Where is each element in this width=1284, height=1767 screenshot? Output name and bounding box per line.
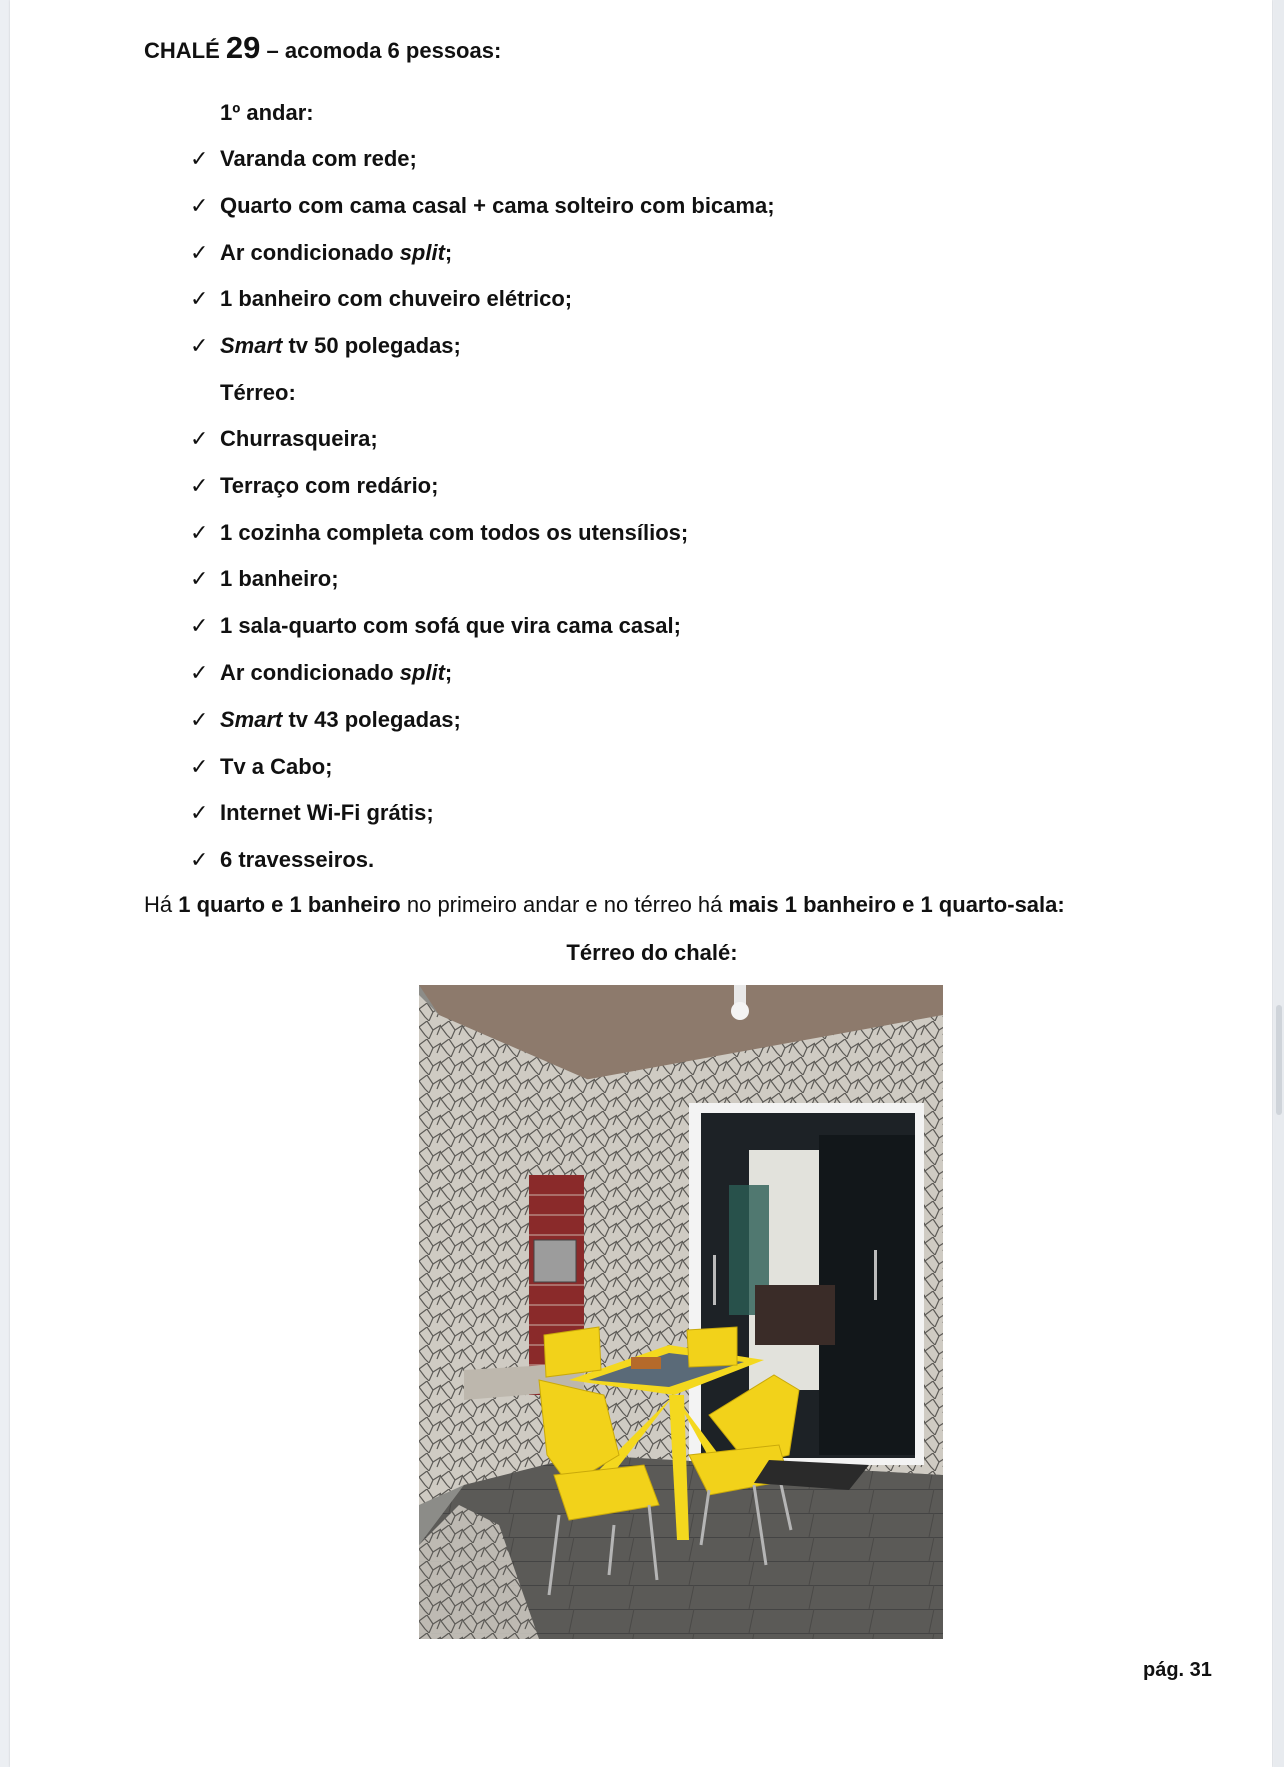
list-item-text-post: ; [444,239,453,265]
document-page [10,0,1272,1767]
list-item [190,286,572,316]
summary-paragraph [144,892,1065,918]
list-item-text-italic: split [399,660,445,685]
list-item-text [220,660,452,685]
list-item-text-post: tv 50 polegadas; [282,333,461,359]
list-item-text: 1 sala-quarto com sofá que vira cama casal; [220,613,681,639]
list-item-text-italic: Smart [220,706,283,732]
list-item-text: Varanda com rede; [220,146,417,171]
checkmark-icon: ✓ [190,520,209,546]
list-item-text-pre: Ar condicionado [220,660,400,685]
list-item [190,566,339,596]
checkmark-icon: ✓ [190,334,209,360]
list-item [190,240,452,270]
list-item [190,193,775,223]
title-prefix: CHALÉ [144,38,220,63]
list-item-text-italic: split [399,239,445,265]
list-item [190,754,332,784]
checkmark-icon: ✓ [190,848,209,874]
scrollbar-track[interactable] [1274,0,1284,1767]
summary-text-2: no primeiro andar e no térreo há [400,892,729,917]
checkmark-icon: ✓ [190,614,209,640]
checkmark-icon: ✓ [190,287,209,313]
list-item-text-post: tv 43 polegadas; [282,706,461,732]
checkmark-icon: ✓ [190,661,209,686]
summary-bold-2: mais 1 banheiro e 1 quarto-sala: [728,892,1065,917]
list-item-text: Terraço com redário; [220,472,439,498]
page-number: pág. 31 [1143,1659,1212,1681]
list-item-text: 6 travesseiros. [220,847,375,873]
list-item [190,847,374,877]
checkmark-icon: ✓ [190,801,209,827]
ground-floor-label: Térreo: [220,380,296,405]
list-item [190,613,681,643]
list-item [190,660,452,690]
list-item-text-post: ; [444,660,453,685]
list-item-text: 1 cozinha completa com todos os utensílios; [220,519,689,545]
photo-illustration [419,985,943,1639]
checkmark-icon: ✓ [190,473,209,499]
summary-text-1: Há [144,892,179,917]
list-item-text: Tv a Cabo; [220,753,333,779]
list-item-text: 1 banheiro com chuveiro elétrico; [220,286,573,312]
checkmark-icon: ✓ [190,193,209,219]
list-item-text: Quarto com cama casal + cama solteiro com bicama; [220,192,775,218]
checkmark-icon: ✓ [190,147,209,172]
list-item [190,800,434,830]
list-item-text [220,240,452,265]
list-item-text: Internet Wi-Fi grátis; [220,800,434,826]
scrollbar-thumb[interactable] [1276,1005,1282,1115]
checkmark-icon: ✓ [190,707,209,733]
list-item [190,146,417,176]
checkmark-icon: ✓ [190,567,209,593]
title-suffix: – acomoda 6 pessoas: [266,38,502,63]
list-item-text-italic: Smart [220,333,283,359]
list-item [190,707,461,737]
list-item [190,333,461,363]
list-item-text: 1 banheiro; [220,566,339,592]
list-item [190,426,378,456]
photo-caption: Térreo do chalé: [566,940,738,965]
list-item [190,473,438,503]
title-number: 29 [225,30,261,65]
checkmark-icon: ✓ [190,240,209,266]
checkmark-icon: ✓ [190,427,209,452]
checkmark-icon: ✓ [190,754,209,780]
page-title [144,30,501,66]
chalet-ground-floor-photo [419,985,943,1639]
summary-bold-1: 1 quarto e 1 banheiro [178,892,401,917]
first-floor-label: 1º andar: [220,100,314,125]
list-item-text [220,707,461,732]
list-item [190,520,688,550]
list-item-text: Churrasqueira; [220,426,378,451]
list-item-text [220,333,461,358]
list-item-text-pre: Ar condicionado [220,239,400,265]
